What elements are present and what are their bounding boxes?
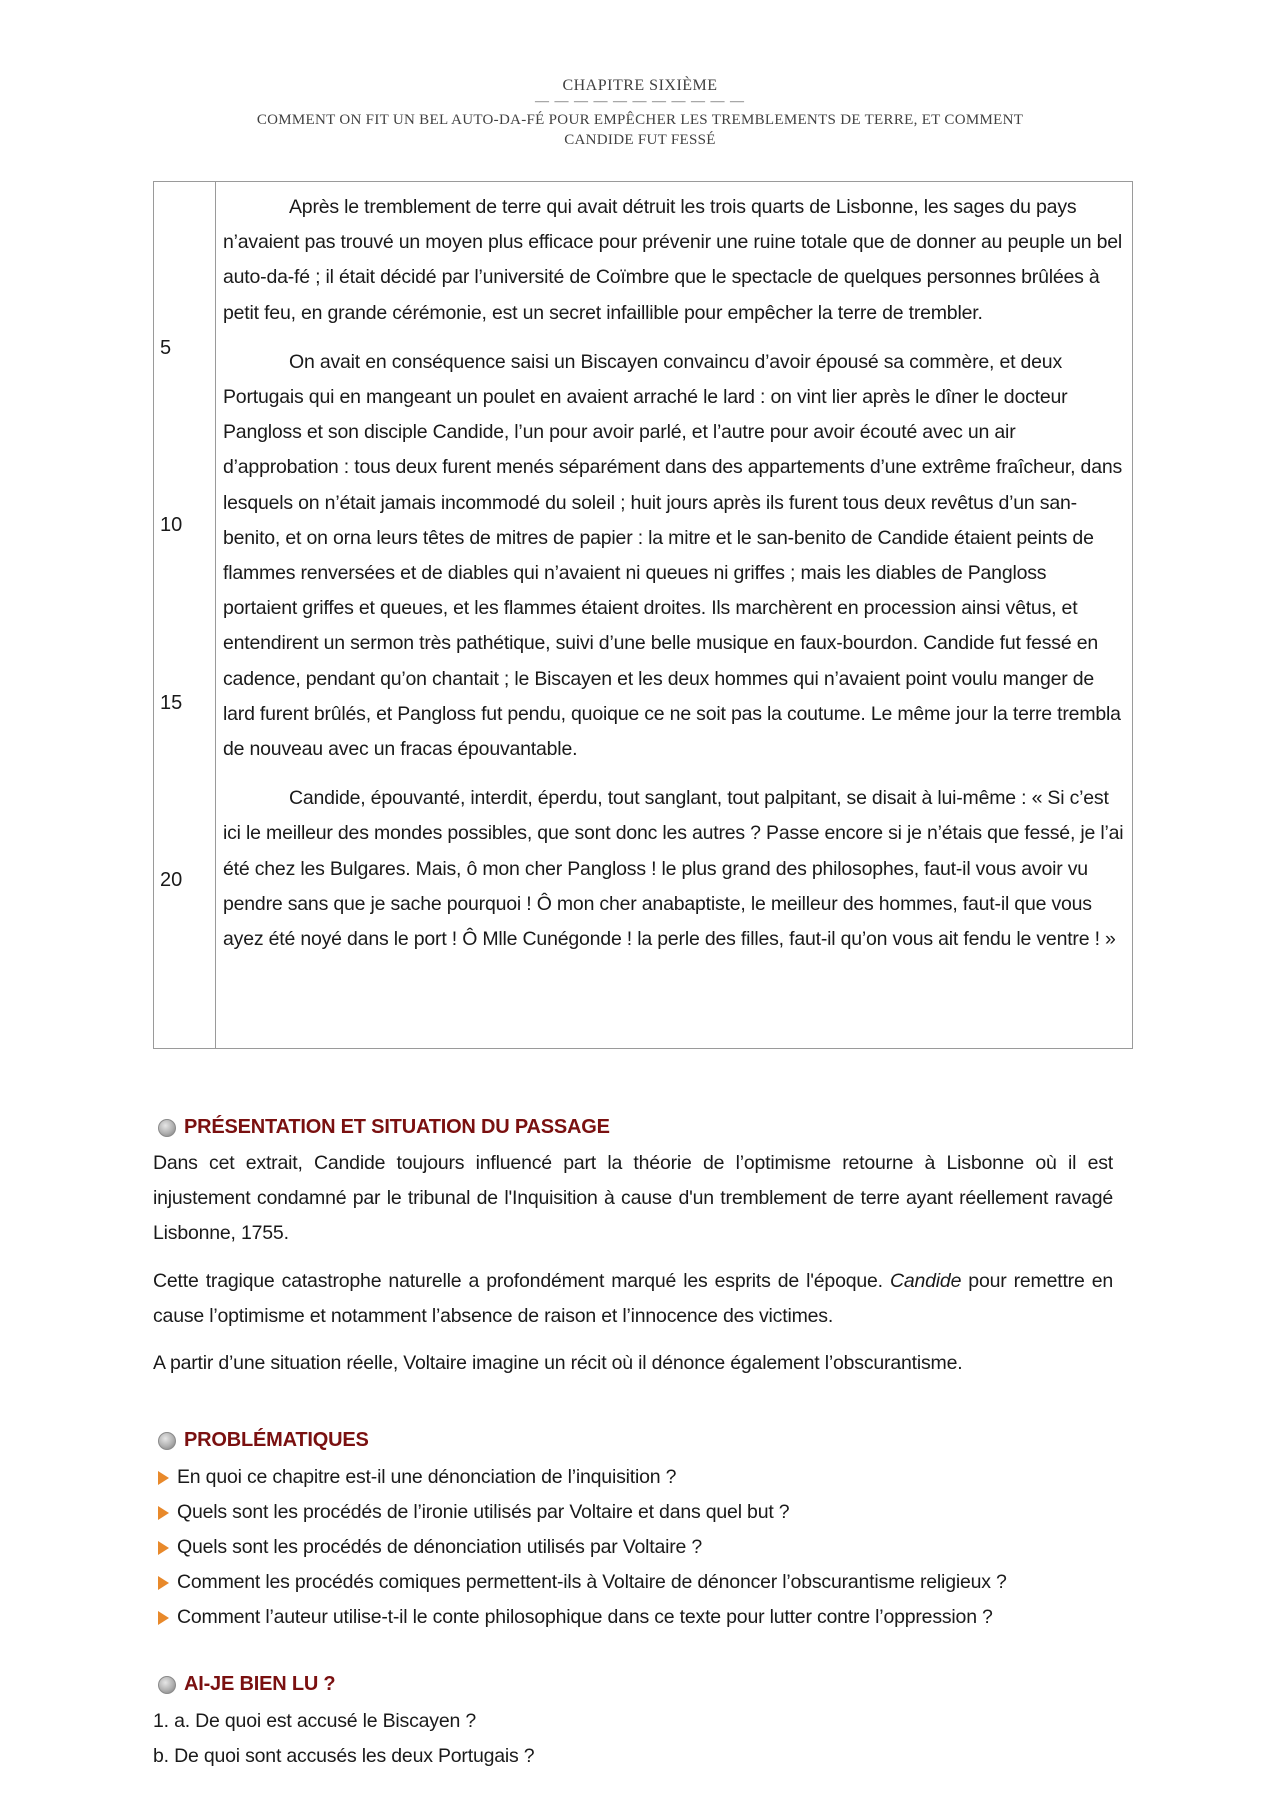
- presentation-paragraph-3: A partir d’une situation réelle, Voltaire imagine un récit où il dénonce également l’obscurantisme.: [153, 1352, 963, 1375]
- passage-paragraph-1: Après le tremblement de terre qui avait détruit les trois quarts de Lisbonne, les sages du pays n’avaient pas trouvé un moyen plus efficace pour prévenir une ruine totale que de donner au peuple un bel auto-da-fé ; il était décidé par l’université de Coïmbre que le spectacle de quelques personnes brûlées à petit feu, en grande cérémonie, est un secret infaillible pour empêcher la terre de trembler.: [223, 196, 1123, 324]
- list-item-text: Comment l’auteur utilise-t-il le conte philosophique dans ce texte pour lutter contre l’oppression ?: [177, 1606, 993, 1628]
- presentation-paragraph-2: [153, 1264, 1113, 1334]
- title-separator: — — — — — — — — — — —: [535, 94, 745, 109]
- list-item: [158, 1460, 1118, 1495]
- presentation-heading-text: PRÉSENTATION ET SITUATION DU PASSAGE: [184, 1116, 610, 1138]
- reading-question-1a: 1. a. De quoi est accusé le Biscayen ?: [153, 1710, 477, 1732]
- problematiques-heading: [158, 1429, 369, 1452]
- passage-table: [153, 181, 1133, 1049]
- candide-title: Candide: [889, 1269, 962, 1292]
- orange-arrow-icon: [158, 1611, 169, 1625]
- problematiques-heading-text: PROBLÉMATIQUES: [184, 1429, 369, 1451]
- gray-bullet-icon: [158, 1432, 176, 1450]
- subtitle-line-2: CANDIDE FUT FESSÉ: [564, 132, 716, 148]
- orange-arrow-icon: [158, 1576, 169, 1590]
- line-number-divider: [215, 182, 216, 1048]
- presentation-body: [153, 1146, 1113, 1393]
- gray-bullet-icon: [158, 1119, 176, 1137]
- chapter-title: CHAPITRE SIXIÈME: [562, 77, 718, 94]
- list-item: [158, 1495, 1118, 1530]
- passage-paragraph-3: Candide, épouvanté, interdit, éperdu, tout sanglant, tout palpitant, se disait à lui-même : « Si c’est ici le meilleur des mondes possibles, que sont donc les autres ? Passe encore si je n’étais que fessé, je l’ai été chez les Bulgares. Mais, ô mon cher Pangloss ! le plus grand des philosophes, faut-il vous avoir vu pendre sans que je sache pourquoi ! Ô mon cher anabaptiste, le meilleur des hommes, faut-il que vous ayez été noyé dans le port ! Ô Mlle Cunégonde ! la perle des filles, faut-il qu’on vous ait fendu le ventre ! »: [223, 787, 1124, 951]
- list-item: [158, 1565, 1118, 1600]
- subtitle-line-1: COMMENT ON FIT UN BEL AUTO-DA-FÉ POUR EMPÊCHER LES TREMBLEMENTS DE TERRE, ET COMMENT: [256, 112, 1024, 128]
- orange-arrow-icon: [158, 1506, 169, 1520]
- line-number-10: 10: [160, 514, 183, 536]
- list-item-text: Comment les procédés comiques permettent-ils à Voltaire de dénoncer l’obscurantisme religieux ?: [177, 1571, 1007, 1593]
- orange-arrow-icon: [158, 1471, 169, 1485]
- reading-heading-text: AI-JE BIEN LU ?: [184, 1673, 336, 1695]
- presentation-heading: [158, 1116, 610, 1139]
- passage-paragraph-2: On avait en conséquence saisi un Biscayen convaincu d’avoir épousé sa commère, et deux Portugais qui en mangeant un poulet en avaient arraché le lard : on vint lier après le dîner le docteur Pangloss et son disciple Candide, l’un pour avoir parlé, et l’autre pour avoir écouté avec un air d’approbation : tous deux furent menés séparément dans des appartements d’une extrême fraîcheur, dans lesquels on n’était jamais incommodé du soleil ; huit jours après ils furent tous deux revêtus d’un san-benito, et on orna leurs têtes de mitres de papier : la mitre et le san-benito de Candide étaient peints de flammes renversées et de diables qui n’avaient ni queues ni griffes ; mais les diables de Pangloss portaient griffes et queues, et les flammes étaient droites. Ils marchèrent en procession ainsi vêtus, et entendirent un sermon très pathétique, suivi d’une belle musique en faux-bourdon. Candide fut fessé en cadence, pendant qu’on chantait ; le Biscayen et les deux hommes qui n’avaient point voulu manger de lard furent brûlés, et Pangloss fut pendu, quoique ce ne soit pas la coutume. Le même jour la terre trembla de nouveau avec un fracas épouvantable.: [223, 350, 1123, 761]
- chapter-subtitle: [150, 110, 1130, 150]
- list-item-text: En quoi ce chapitre est-il une dénonciation de l’inquisition ?: [177, 1466, 677, 1488]
- chapter-header: [150, 76, 1130, 150]
- reading-questions: [153, 1704, 1113, 1774]
- line-number-5: 5: [160, 337, 172, 359]
- gray-bullet-icon: [158, 1676, 176, 1694]
- list-item: [158, 1600, 1118, 1635]
- presentation-p2-end: pour remettre en cause l’optimisme et notamment l’absence de raison et l’innocence des victimes.: [153, 1269, 1113, 1327]
- list-item: [158, 1530, 1118, 1565]
- line-number-20: 20: [160, 869, 183, 891]
- passage-text: [223, 190, 1125, 971]
- reading-heading: [158, 1673, 335, 1696]
- presentation-p2-start: Cette tragique catastrophe naturelle a profondément marqué les esprits de l'époque.: [153, 1269, 890, 1292]
- orange-arrow-icon: [158, 1541, 169, 1555]
- line-number-15: 15: [160, 692, 183, 714]
- problematiques-list: [158, 1460, 1118, 1635]
- reading-question-1b: b. De quoi sont accusés les deux Portugais ?: [153, 1745, 535, 1767]
- presentation-paragraph-1: Dans cet extrait, Candide toujours influencé part la théorie de l’optimisme retourne à Lisbonne où il est injustement condamné par le tribunal de l'Inquisition à cause d'un tremblement de terre ayant réellement ravagé Lisbonne, 1755.: [153, 1152, 1113, 1245]
- list-item-text: Quels sont les procédés de dénonciation utilisés par Voltaire ?: [177, 1536, 703, 1558]
- list-item-text: Quels sont les procédés de l’ironie utilisés par Voltaire et dans quel but ?: [177, 1501, 790, 1523]
